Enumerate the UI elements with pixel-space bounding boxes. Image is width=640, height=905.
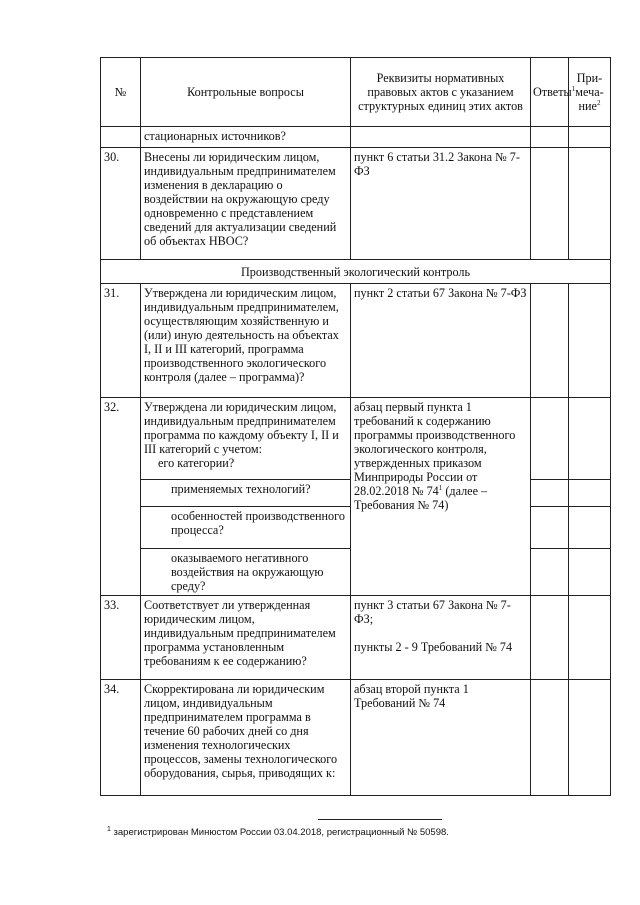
row-requisite: пункт 2 статьи 67 Закона № 7-ФЗ xyxy=(351,284,531,398)
row-question: Утверждена ли юридическим лицом, индивидуальным предпринимателем, осуществляющим хозяйственную и (или) иную деятельность на объектах I, II и III категорий, программа производственного экологического контроля (далее – программа)? xyxy=(141,284,351,398)
row-note-cell[interactable] xyxy=(569,596,611,680)
row-requisite-text: абзац первый пункта 1 требований к содержанию программы производственного экологического контроля, утвержденных приказом Минприроды России от 28.02.2018 № 74 xyxy=(354,400,516,498)
footnote xyxy=(107,827,449,838)
row-requisite xyxy=(351,398,531,596)
row-answer-cell[interactable] xyxy=(531,480,569,507)
row-subquestion-4: оказываемого негативного воздействия на окружающую среду? xyxy=(141,549,351,596)
table-row-34 xyxy=(101,680,611,796)
row-num: 34. xyxy=(101,680,141,796)
checklist-table xyxy=(100,57,611,796)
row-answer-cell[interactable] xyxy=(531,148,569,260)
row-num: 32. xyxy=(101,398,141,596)
requisite-footnote-mark: 1 xyxy=(438,483,443,492)
table-row-continuation xyxy=(101,127,611,148)
row-answer-cell[interactable] xyxy=(531,680,569,796)
row-note-cell[interactable] xyxy=(569,284,611,398)
row-requisite-line-2: пункты 2 - 9 Требований № 74 xyxy=(354,640,513,654)
row-question: Скорректирована ли юридическим лицом, индивидуальным предпринимателем программа в течение 60 рабочих дней со дня изменения технологических процессов, замены технологического оборудования, сырья, приводящих к: xyxy=(141,680,351,796)
table-row-31 xyxy=(101,284,611,398)
row-question: Соответствует ли утвержденная юридическим лицом, индивидуальным предпринимателем программа установленным требованиям к ее содержанию? xyxy=(141,596,351,680)
header-answer xyxy=(531,58,576,127)
row-num xyxy=(101,127,141,148)
row-note-cell[interactable] xyxy=(569,148,611,260)
row-requisite xyxy=(351,127,531,148)
row-answer-cell[interactable] xyxy=(531,284,569,398)
row-num: 30. xyxy=(101,148,141,260)
header-note-footnote-mark: 2 xyxy=(596,98,601,107)
header-answer-footnote-mark: 1 xyxy=(571,84,576,93)
row-note-cell[interactable] xyxy=(569,480,611,507)
header-note-label: При-меча-ние xyxy=(575,71,604,113)
header-requisites: Реквизиты нормативных правовых актов с указанием структурных единиц этих актов xyxy=(351,58,531,127)
row-num: 31. xyxy=(101,284,141,398)
row-requisite-line-1: пункт 3 статьи 67 Закона № 7-ФЗ; xyxy=(354,598,511,626)
header-answer-label: Ответы xyxy=(533,85,572,99)
row-subquestion-1: его категории? xyxy=(158,456,235,470)
row-requisite-text-tail: (далее – Требования № 74) xyxy=(354,484,488,512)
row-question-text: Утверждена ли юридическим лицом, индивидуальным предпринимателем программа по каждому объекту I, II и III категорий с учетом: xyxy=(144,400,339,456)
row-question: Внесены ли юридическим лицом, индивидуальным предпринимателем изменения в декларацию о воздействии на окружающую среду одновременно с представлением сведений для актуализации сведений об объектах НВОС? xyxy=(141,148,351,260)
row-subquestion-3: особенностей производственного процесса? xyxy=(141,507,351,549)
row-requisite xyxy=(351,596,531,680)
row-note-cell[interactable] xyxy=(569,127,611,148)
row-note-cell[interactable] xyxy=(569,398,611,480)
section-title: Производственный экологический контроль xyxy=(101,260,611,284)
row-answer-cell[interactable] xyxy=(531,398,569,480)
row-answer-cell[interactable] xyxy=(531,127,569,148)
row-requisite: пункт 6 статьи 31.2 Закона № 7-ФЗ xyxy=(351,148,531,260)
table-row-30 xyxy=(101,148,611,260)
row-question: стационарных источников? xyxy=(141,127,351,148)
table-row-33 xyxy=(101,596,611,680)
row-answer-cell[interactable] xyxy=(531,507,569,549)
row-question xyxy=(141,398,351,480)
header-questions: Контрольные вопросы xyxy=(141,58,351,127)
row-note-cell[interactable] xyxy=(569,507,611,549)
row-requisite: абзац второй пункта 1 Требований № 74 xyxy=(351,680,531,796)
row-note-cell[interactable] xyxy=(569,680,611,796)
table-header-row xyxy=(101,58,611,127)
footnote-separator xyxy=(318,819,442,820)
row-num: 33. xyxy=(101,596,141,680)
row-answer-cell[interactable] xyxy=(531,596,569,680)
footnote-text: зарегистрирован Минюстом России 03.04.2018, регистрационный № 50598. xyxy=(110,827,449,838)
header-num: № xyxy=(101,58,141,127)
footnote-mark: 1 xyxy=(107,825,111,833)
row-subquestion-2: применяемых технологий? xyxy=(141,480,351,507)
table-row-32 xyxy=(101,398,611,480)
header-note xyxy=(569,58,611,127)
row-note-cell[interactable] xyxy=(569,549,611,596)
section-row xyxy=(101,260,611,284)
row-answer-cell[interactable] xyxy=(531,549,569,596)
